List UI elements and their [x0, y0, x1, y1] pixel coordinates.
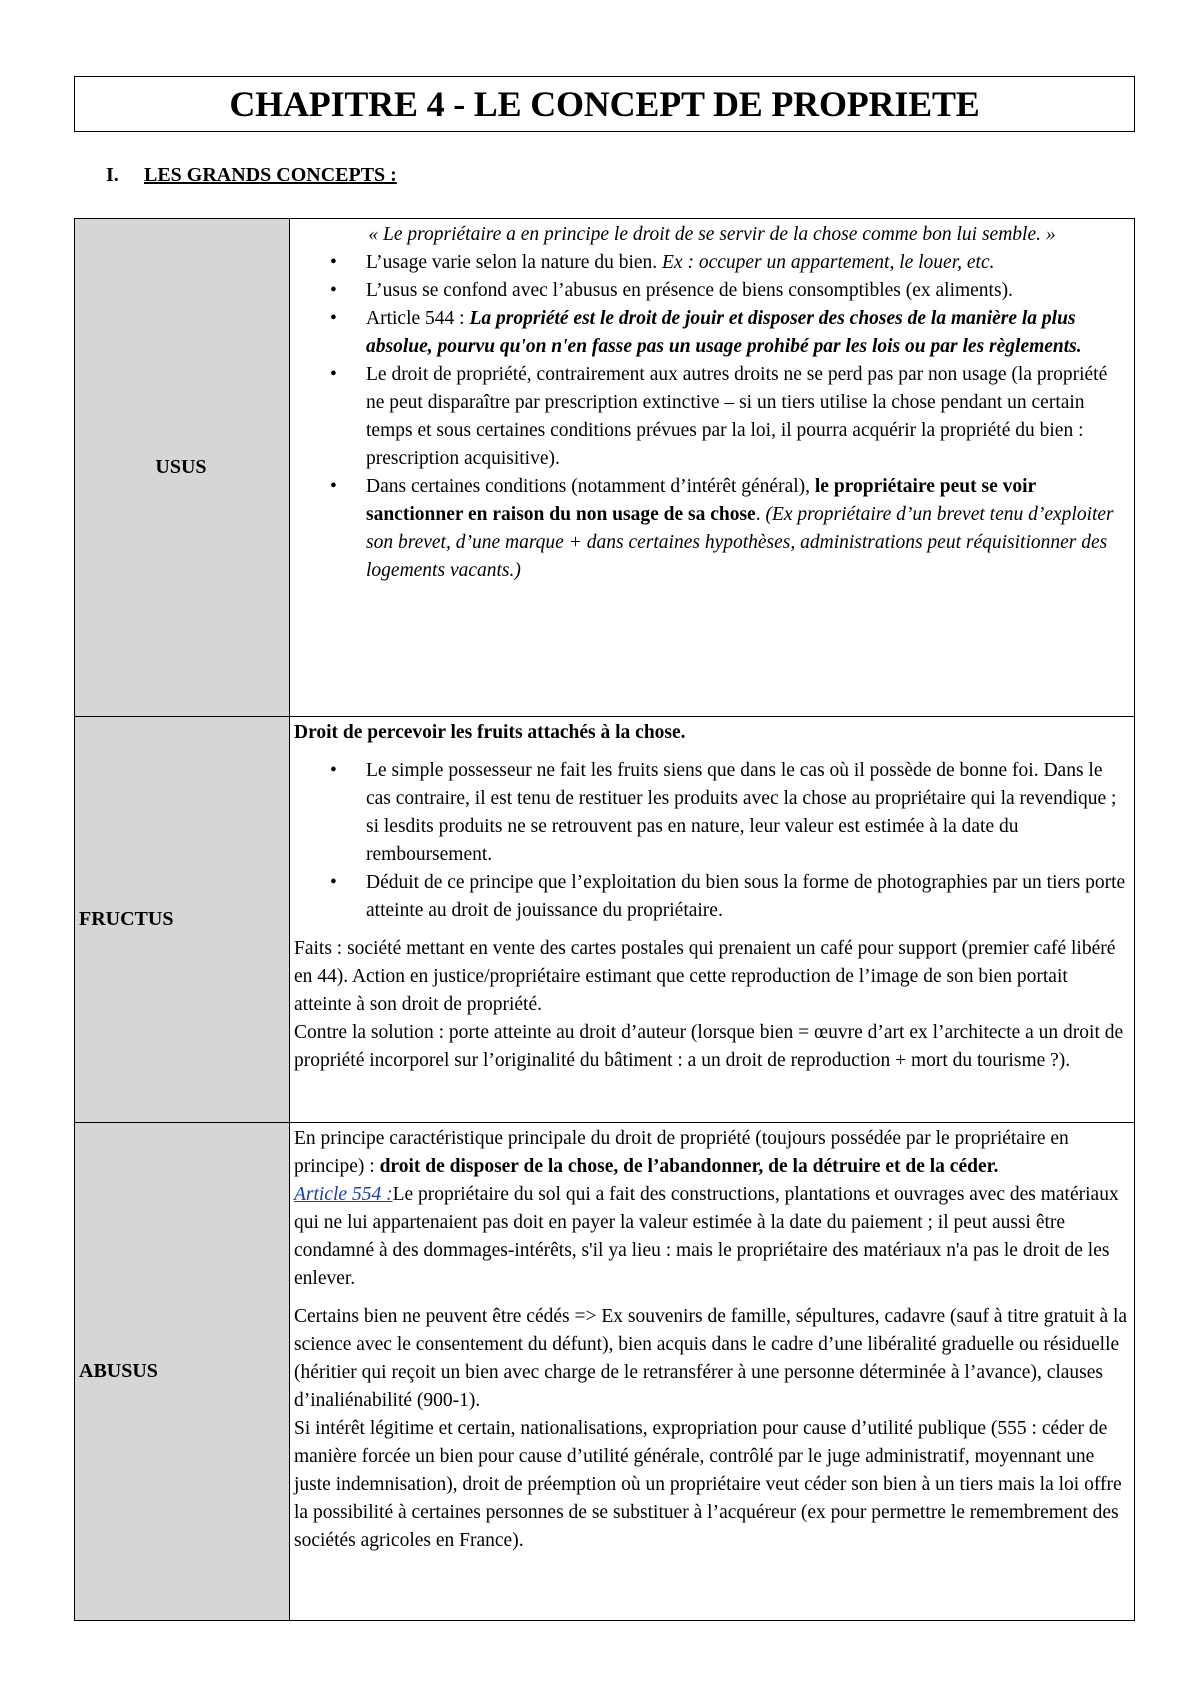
- concepts-table: [74, 218, 1135, 1621]
- bullet-text: Dans certaines conditions (notamment d’intérêt général),: [366, 476, 815, 497]
- article-544-quote: La propriété est le droit de jouir et disposer des choses de la manière la plus absolue, pourvu qu'on n'en fasse pas un usage prohibé par les lois ou par les règlements.: [366, 308, 1082, 357]
- article-554-link[interactable]: Article 554 :: [294, 1184, 393, 1205]
- fructus-label: FRUCTUS: [75, 717, 290, 1123]
- paragraph-emphasis: droit de disposer de la chose, de l’abandonner, de la détruire et de la céder.: [379, 1156, 999, 1177]
- section-number: I.: [106, 164, 119, 186]
- usus-bullet-list: [294, 249, 1130, 585]
- list-item: [366, 473, 1130, 585]
- list-item: [366, 757, 1130, 869]
- usus-row: [75, 219, 1135, 717]
- list-item: [366, 869, 1130, 925]
- paragraph-text: En principe caractéristique principale du droit de propriété (toujours possédée par le propriétaire en principe) :: [294, 1128, 1069, 1177]
- bullet-text: L’usus se confond avec l’abusus en présence de biens consomptibles (ex aliments).: [366, 280, 1013, 301]
- bullet-example: Ex : occuper un appartement, le louer, etc.: [662, 252, 995, 273]
- bullet-emphasis: le propriétaire peut se voir sanctionner en raison du non usage de sa chose: [366, 476, 1036, 525]
- usus-quote: « Le propriétaire a en principe le droit de se servir de la chose comme bon lui semble. »: [368, 224, 1056, 245]
- abusus-exceptions: Certains bien ne peuvent être cédés => Ex souvenirs de famille, sépultures, cadavre (sauf à titre gratuit à la science avec le consentement du défunt), bien acquis dans le cadre d’une libéralité graduelle ou résiduelle (héritier qui reçoit un bien avec charge de le retransférer à une personne déterminée à l’avance), clauses d’inaliénabilité (900-1).: [294, 1306, 1128, 1411]
- bullet-text: L’usage varie selon la nature du bien.: [366, 252, 663, 273]
- bullet-text: Article 544 :: [366, 308, 470, 329]
- list-item: [366, 277, 1130, 305]
- fructus-facts: Faits : société mettant en vente des cartes postales qui prenaient un café pour support (premier café libéré en 44). Action en justice/propriétaire estimant que cette reproduction de l’image de son bien portait atteinte à son droit de propriété.: [294, 938, 1116, 1015]
- section-heading: [106, 164, 397, 187]
- bullet-text: Le droit de propriété, contrairement aux autres droits ne se perd pas par non usage (la propriété ne peut disparaître par prescription extinctive – si un tiers utilise la chose pendant un certain temps et sous certaines conditions prévues par la loi, il pourra acquérir la propriété du bien : prescription acquisitive).: [366, 364, 1108, 469]
- fructus-contra: Contre la solution : porte atteinte au droit d’auteur (lorsque bien = œuvre d’art ex l’architecte a un droit de propriété incorporel sur l’originalité du bâtiment : a un droit de reproduction + mort du tourisme ?).: [294, 1022, 1124, 1071]
- abusus-content: [290, 1123, 1135, 1621]
- abusus-principle: [294, 1125, 1130, 1181]
- abusus-label: ABUSUS: [75, 1123, 290, 1621]
- list-item: [366, 361, 1130, 473]
- bullet-punctuation: .: [755, 504, 766, 525]
- list-item: [366, 305, 1130, 361]
- fructus-heading: Droit de percevoir les fruits attachés à la chose.: [294, 722, 686, 743]
- usus-content: [290, 219, 1135, 717]
- abusus-row: [75, 1123, 1135, 1621]
- paragraph-text: Le propriétaire du sol qui a fait des constructions, plantations et ouvrages avec des matériaux qui ne lui appartenaient pas doit en payer la valeur estimée à la date du paiement ; il peut aussi être condamné à des dommages-intérêts, s'il ya lieu : mais le propriétaire des matériaux n'a pas le droit de les enlever.: [294, 1184, 1119, 1289]
- bullet-text: Le simple possesseur ne fait les fruits siens que dans le cas où il possède de bonne foi. Dans le cas contraire, il est tenu de restituer les produits avec la chose au propriétaire qui la revendique ; si lesdits produits ne se retrouvent pas en nature, leur valeur est estimée à la date du remboursement.: [366, 760, 1117, 865]
- usus-label: USUS: [75, 219, 290, 717]
- fructus-bullet-list: [294, 757, 1130, 925]
- fructus-row: [75, 717, 1135, 1123]
- bullet-example: (Ex propriétaire d’un brevet tenu d’exploiter son brevet, d’une marque + dans certaines hypothèses, administrations peut réquisitionner des logements vacants.): [366, 504, 1114, 581]
- list-item: [366, 249, 1130, 277]
- section-label: LES GRANDS CONCEPTS :: [144, 164, 397, 186]
- bullet-text: Déduit de ce principe que l’exploitation du bien sous la forme de photographies par un tiers porte atteinte au droit de jouissance du propriétaire.: [366, 872, 1126, 921]
- abusus-public-interest: Si intérêt légitime et certain, nationalisations, expropriation pour cause d’utilité publique (555 : céder de manière forcée un bien pour cause d’utilité générale, contrôlé par le juge administratif, moyennant une juste indemnisation), droit de préemption où un propriétaire veut céder son bien à un tiers mais la loi offre la possibilité à certaines personnes de se substituer à l’acquéreur (ex pour permettre le remembrement des sociétés agricoles en France).: [294, 1418, 1122, 1551]
- fructus-content: [290, 717, 1135, 1123]
- abusus-article-554: [294, 1181, 1130, 1293]
- page-title: CHAPITRE 4 - LE CONCEPT DE PROPRIETE: [74, 76, 1135, 132]
